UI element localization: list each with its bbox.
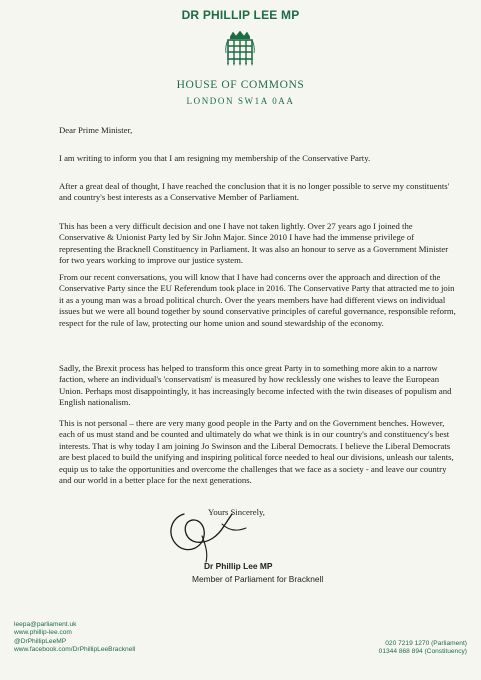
footer-contacts xyxy=(14,621,135,655)
salutation: Dear Prime Minister, xyxy=(59,125,133,135)
paragraph-5: Sadly, the Brexit process has helped to transform this once great Party in to something more akin to a narrow faction, where an individual's 'conservatism' is measured by how recklessly one wishes to leave the European Union. Perhaps most disappointingly, it has increasingly become infected with the twin diseases of populism and English nationalism. xyxy=(59,363,452,408)
paragraph-6: This is not personal – there are very many good people in the Party and on the Government benches. However, each of us must stand and be counted and ultimately do what we think is in our country's and constituency's best interests. That is why today I am joining Jo Swinson and the Liberal Democrats. I believe the Liberal Democrats are best placed to build the unifying and inspiring political force needed to heal our divisions, unleash our talents, equip us to take the opportunities and overcome the challenges that we face as a society - and leave our country and our world in a better place for the next generations. xyxy=(59,418,454,486)
closing: Yours Sincerely, xyxy=(208,507,265,517)
portcullis-icon xyxy=(224,30,256,66)
paragraph-4: From our recent conversations, you will know that I have had concerns over the approach and direction of the Conservative Party since the EU Referendum took place in 2016. The Conservative Party that attracted me to join it as a young man was a broad political church. Over the years members have had different views on individual issues but we were all bound together by sound conservative principles of careful governance, responsible reform, respect for the rule of law, protecting our home union and sound stewardship of the economy. xyxy=(59,272,456,328)
paragraph-1: I am writing to inform you that I am resigning my membership of the Conservative Party. xyxy=(59,153,371,163)
letterhead-mp-name: DR PHILLIP LEE MP xyxy=(181,8,300,22)
contact-facebook[interactable]: www.facebook.com/DrPhillipLeeBracknell xyxy=(14,646,136,654)
signatory-name: Dr Phillip Lee MP xyxy=(204,561,273,571)
letterhead-address: LONDON SW1A 0AA xyxy=(186,96,295,106)
footer-phones xyxy=(379,640,467,657)
contact-twitter[interactable]: @DrPhillipLeeMP xyxy=(14,637,67,645)
signature-graphic xyxy=(162,496,252,566)
contact-website[interactable]: www.phillip-lee.com xyxy=(14,629,72,637)
contact-email[interactable]: leepa@parliament.uk xyxy=(14,621,77,628)
paragraph-2: After a great deal of thought, I have reached the conclusion that it is no longer possible to serve my constituents' and country's best interests as a Conservative Member of Parliament. xyxy=(59,181,450,203)
phone-parliament: 020 7219 1270 (Parliament) xyxy=(385,640,467,647)
phone-constituency: 01344 868 894 (Constituency) xyxy=(378,648,467,656)
paragraph-3: This has been a very difficult decision and one I have not taken lightly. Over 27 years ago I joined the Conservative & Unionist Party led by Sir John Major. Since 2010 I have had the immense privilege of representing the Bracknell Constituency in Parliament. It was also an honour to serve as a Government Minister for two years working to improve our justice system. xyxy=(59,221,449,266)
letterhead-house: HOUSE OF COMMONS xyxy=(176,79,305,91)
signatory-role: Member of Parliament for Bracknell xyxy=(192,574,324,584)
